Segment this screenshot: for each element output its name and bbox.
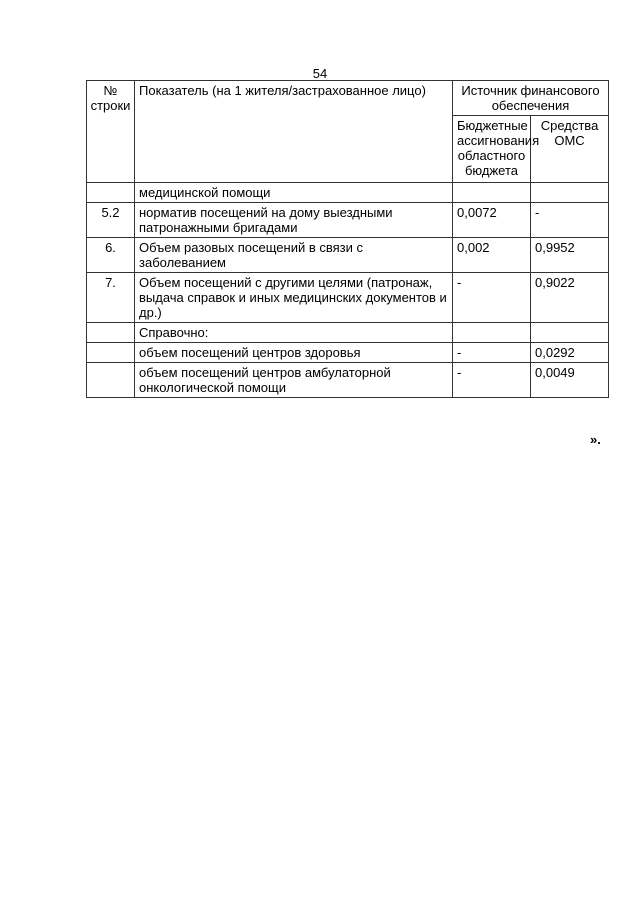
table-row — [87, 343, 609, 363]
cell-budget: - — [453, 343, 531, 363]
header-row-number: № строки — [87, 81, 135, 183]
cell-oms — [531, 183, 609, 203]
cell-indicator: норматив посещений на дому выездными патронажными бригадами — [135, 203, 453, 238]
financing-table — [86, 80, 609, 398]
cell-row-number: 6. — [87, 238, 135, 273]
cell-indicator: Объем посещений с другими целями (патронаж, выдача справок и иных медицинских документов и др.) — [135, 273, 453, 323]
cell-budget: 0,0072 — [453, 203, 531, 238]
header-budget: Бюджетные ассигнования областного бюджета — [453, 116, 531, 183]
cell-indicator: Справочно: — [135, 323, 453, 343]
cell-row-number: 5.2 — [87, 203, 135, 238]
cell-budget: - — [453, 363, 531, 398]
closing-quote-mark: ». — [590, 432, 601, 447]
header-oms: Средства ОМС — [531, 116, 609, 183]
cell-budget: 0,002 — [453, 238, 531, 273]
table-row — [87, 363, 609, 398]
cell-row-number — [87, 183, 135, 203]
cell-row-number — [87, 363, 135, 398]
cell-oms: 0,0049 — [531, 363, 609, 398]
cell-indicator: медицинской помощи — [135, 183, 453, 203]
page-number: 54 — [312, 66, 328, 81]
cell-indicator: объем посещений центров амбулаторной онкологической помощи — [135, 363, 453, 398]
cell-indicator: объем посещений центров здоровья — [135, 343, 453, 363]
cell-budget — [453, 183, 531, 203]
cell-indicator: Объем разовых посещений в связи с заболеванием — [135, 238, 453, 273]
cell-row-number — [87, 343, 135, 363]
cell-oms: 0,9952 — [531, 238, 609, 273]
header-source: Источник финансового обеспечения — [453, 81, 609, 116]
cell-row-number: 7. — [87, 273, 135, 323]
cell-row-number — [87, 323, 135, 343]
table-header-row — [87, 81, 609, 116]
cell-oms: 0,9022 — [531, 273, 609, 323]
table-row — [87, 183, 609, 203]
table-row — [87, 273, 609, 323]
table-row — [87, 203, 609, 238]
table-row — [87, 238, 609, 273]
header-indicator: Показатель (на 1 жителя/застрахованное лицо) — [135, 81, 453, 183]
cell-oms: - — [531, 203, 609, 238]
table-row — [87, 323, 609, 343]
cell-budget: - — [453, 273, 531, 323]
cell-oms: 0,0292 — [531, 343, 609, 363]
cell-oms — [531, 323, 609, 343]
cell-budget — [453, 323, 531, 343]
